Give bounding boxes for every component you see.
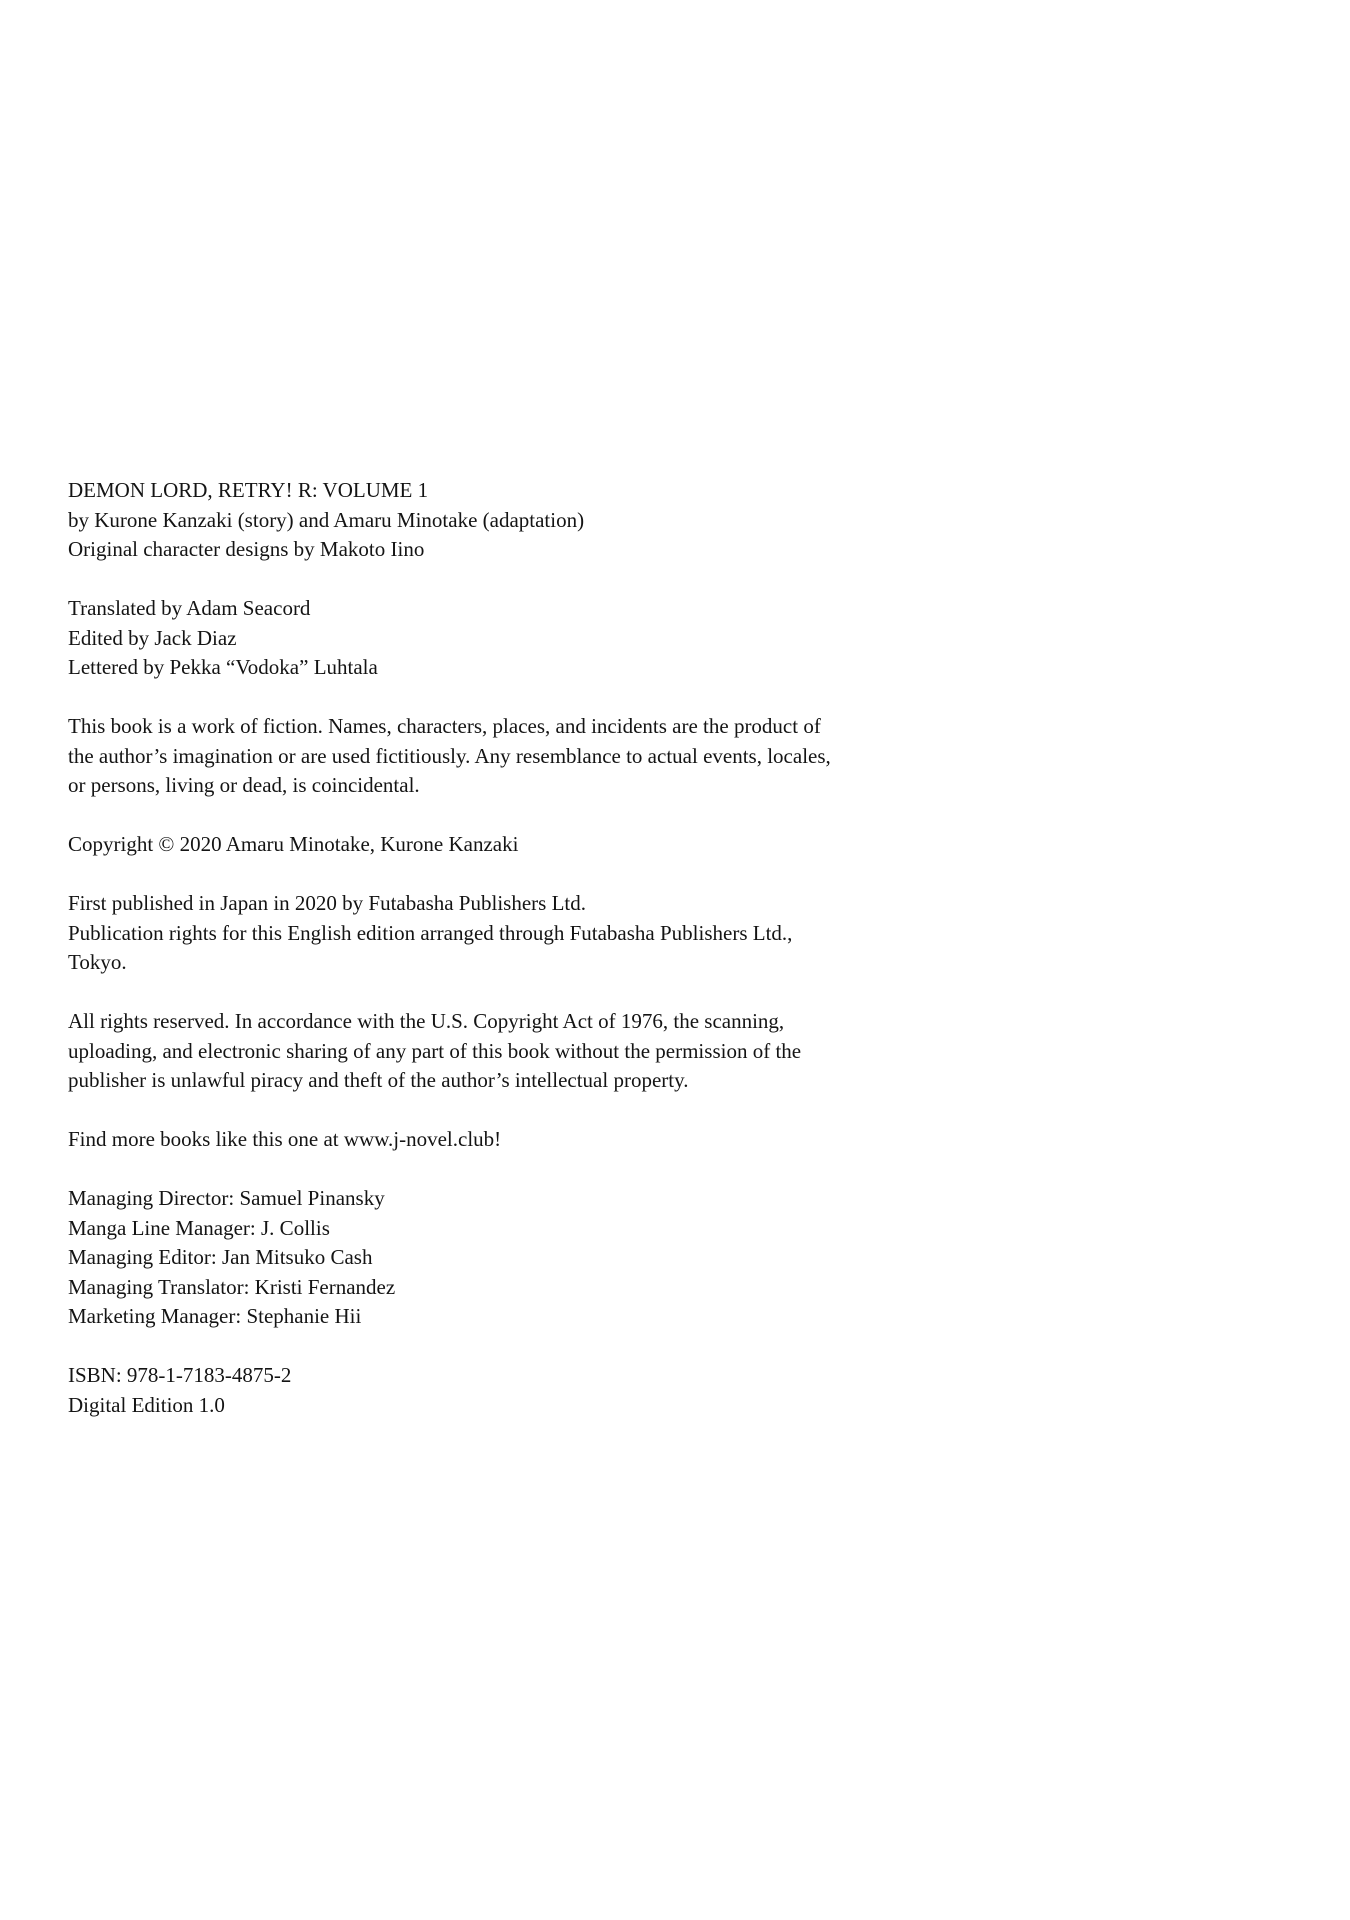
promo-block [68,1125,968,1155]
rights-line: publisher is unlawful piracy and theft of the author’s intellectual property. [68,1068,689,1092]
staff-credits [68,1184,968,1332]
managing-translator-credit: Managing Translator: Kristi Fernandez [68,1274,396,1299]
disclaimer-line: This book is a work of fiction. Names, characters, places, and incidents are the product of [68,714,821,738]
manga-line-manager-credit: Manga Line Manager: J. Collis [68,1215,330,1240]
copyright-line: Copyright © 2020 Amaru Minotake, Kurone Kanzaki [68,832,519,856]
rights-line: uploading, and electronic sharing of any part of this book without the permission of the [68,1038,802,1063]
rights-line: All rights reserved. In accordance with the U.S. Copyright Act of 1976, the scanning, [68,1009,785,1033]
fiction-disclaimer [68,712,968,801]
book-title: DEMON LORD, RETRY! R: VOLUME 1 [68,478,429,502]
isbn-line: ISBN: 978-1-7183-4875-2 [68,1363,292,1387]
isbn-block [68,1361,968,1420]
character-design-credit: Original character designs by Makoto Iino [68,537,425,561]
edition-line: Digital Edition 1.0 [68,1392,225,1417]
publication-line: Publication rights for this English edition arranged through Futabasha Publishers Ltd., [68,920,793,945]
disclaimer-line: or persons, living or dead, is coincidental. [68,773,420,797]
disclaimer-line: the author’s imagination or are used fictitiously. Any resemblance to actual events, locales, [68,743,831,768]
translator-credit: Translated by Adam Seacord [68,596,311,620]
copyright-block [68,830,968,860]
promo-line: Find more books like this one at www.j-novel.club! [68,1127,502,1151]
marketing-manager-credit: Marketing Manager: Stephanie Hii [68,1304,362,1328]
byline: by Kurone Kanzaki (story) and Amaru Minotake (adaptation) [68,507,585,532]
letterer-credit: Lettered by Pekka “Vodoka” Luhtala [68,655,378,679]
publication-info [68,889,968,978]
credits-block [68,594,968,683]
publication-line: First published in Japan in 2020 by Futabasha Publishers Ltd. [68,891,586,915]
rights-notice [68,1007,968,1096]
publication-line: Tokyo. [68,950,127,974]
managing-editor-credit: Managing Editor: Jan Mitsuko Cash [68,1245,373,1269]
book-title-block [68,476,968,565]
colophon-text [68,476,968,1420]
managing-director-credit: Managing Director: Samuel Pinansky [68,1186,385,1210]
editor-credit: Edited by Jack Diaz [68,625,237,650]
